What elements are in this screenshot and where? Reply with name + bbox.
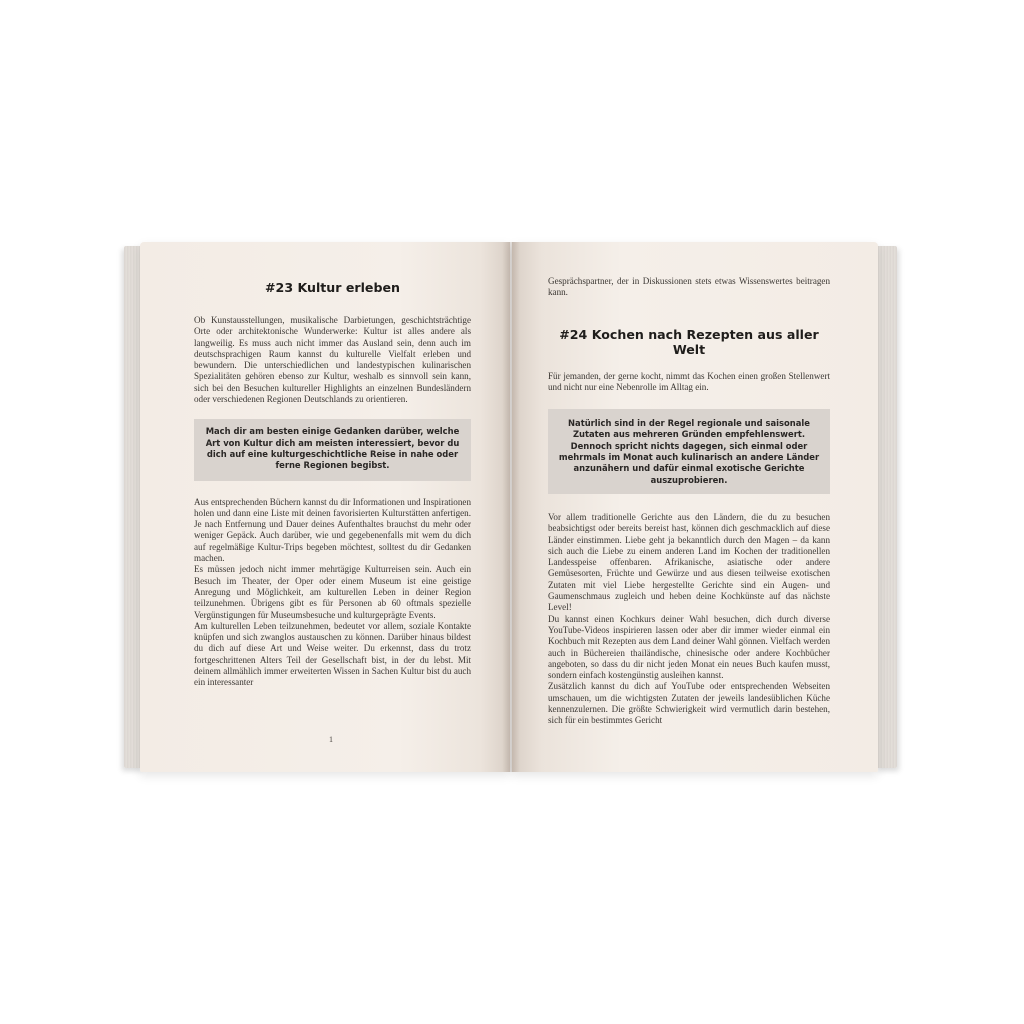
right-callout-box: Natürlich sind in der Regel regionale und saisonale Zutaten aus mehreren Gründen empfehlenswert. Dennoch spricht nichts dagegen, sich einmal oder mehrmals im Monat auch kulinarisch an andere Länder anzunähern und dafür einmal exotische Gerichte auszuprobieren. [548, 409, 830, 494]
right-page-edges [876, 246, 897, 768]
left-paragraph-3: Es müssen jedoch nicht immer mehrtägige Kulturreisen sein. Auch ein Besuch im Theater, der Oper oder einem Museum ist eine geistige Anregung und Möglichkeit, am kulturellen Leben in deiner Region teilzunehmen. Übrigens gibt es für Personen ab 60 oftmals spezielle Vergünstigungen für Museumsbesuche und kulturgeprägte Events. [194, 564, 471, 620]
right-paragraph-4: Zusätzlich kannst du dich auf YouTube oder entsprechenden Webseiten umschauen, um die wichtigsten Zutaten der jeweils landesüblichen Küche kennenzulernen. Die größte Schwierigkeit wird vermutlich darin bestehen, sich für ein bestimmtes Gericht [548, 681, 830, 726]
left-page-content [194, 280, 471, 689]
right-paragraph-3: Du kannst einen Kochkurs deiner Wahl besuchen, dich durch diverse YouTube-Videos inspirieren lassen oder aber dir immer wieder einmal ein Kochbuch mit Rezepten aus dem Land deiner Wahl gönnen. Vielfach werden auch in Büchereien thailändische, chinesische oder andere Kochbücher angeboten, so dass du dir nicht jeden Monat ein neues Buch kaufen musst, sondern einfach kostengünstig ausleihen kannst. [548, 613, 830, 681]
right-page-content [548, 276, 830, 727]
left-paragraph-2: Aus entsprechenden Büchern kannst du dir Informationen und Inspirationen holen und dann eine Liste mit deinen favorisierten Kulturstätten anfertigen. Je nach Entfernung und Dauer deines Aufenthaltes brauchst du mehr oder weniger Gepäck. Auch darüber, wie und gegebenenfalls mit wem du dich auf regelmäßige Kultur-Trips begeben möchtest, solltest du dir Gedanken machen. [194, 496, 471, 564]
chapter-heading-24: #24 Kochen nach Rezepten aus aller Welt [559, 326, 819, 357]
right-paragraph-1: Für jemanden, der gerne kocht, nimmt das Kochen einen großen Stellenwert und nicht nur eine Nebenrolle im Alltag ein. [548, 370, 830, 392]
right-paragraph-2: Vor allem traditionelle Gerichte aus den Ländern, die du zu besuchen beabsichtigst oder bereits bereist hast, können dich geschmacklich auf diese Länder einstimmen. Liebe geht ja bekanntlich durch den Magen – da kann sich auch die Liebe zu einem anderen Land im Kochen der traditionellen Landesspeise offenbaren. Afrikanische, asiatische oder andere Gemüsesorten, Früchte und Gewürze und aus diesen teilweise exotischen Zutaten mit viel Liebe hergestellte Gerichte sind ein Augen- und Gaumenschmaus zugleich und heben deine Kochkünste auf das nächste Level! [548, 511, 830, 613]
left-paragraph-4: Am kulturellen Leben teilzunehmen, bedeutet vor allem, soziale Kontakte knüpfen und sich zwanglos austauschen zu können. Darüber hinaus bildest du dich auf diese Art und Weise weiter. Du erkennst, dass du trotz fortgeschrittenen Alters Teil der Gesellschaft bist, in der du lebst. Mit deinem allmählich immer erweiterten Wissen in Sachen Kultur bist du auch ein interessanter [194, 620, 471, 688]
book-spine [502, 242, 520, 772]
right-continuation-text: Gesprächspartner, der in Diskussionen stets etwas Wissenswertes beitragen kann. [548, 276, 830, 298]
left-callout-box: Mach dir am besten einige Gedanken darüber, welche Art von Kultur dich am meisten interessiert, bevor du dich auf eine kulturgeschichtliche Reise in nahe oder ferne Regionen begibst. [194, 419, 471, 480]
page-number: 1 [329, 735, 333, 744]
left-paragraph-1: Ob Kunstausstellungen, musikalische Darbietungen, geschichtsträchtige Orte oder architektonische Wunderwerke: Kultur ist alles andere als langweilig. Es muss auch nicht immer das Ausland sein, denn auch im deutschsprachigen Raum kannst du kulturelle Vielfalt erleben und bewundern. Die unterschiedlichen und landestypischen kulinarischen Spezialitäten gehören ebenso zur Kultur, weshalb es sinnvoll sein kann, sich bei den Besuchen kultureller Highlights an einzelnen Bundesländern oder verschiedenen Regionen Deutschlands zu orientieren. [194, 315, 471, 405]
chapter-heading-23: #23 Kultur erleben [265, 280, 400, 295]
